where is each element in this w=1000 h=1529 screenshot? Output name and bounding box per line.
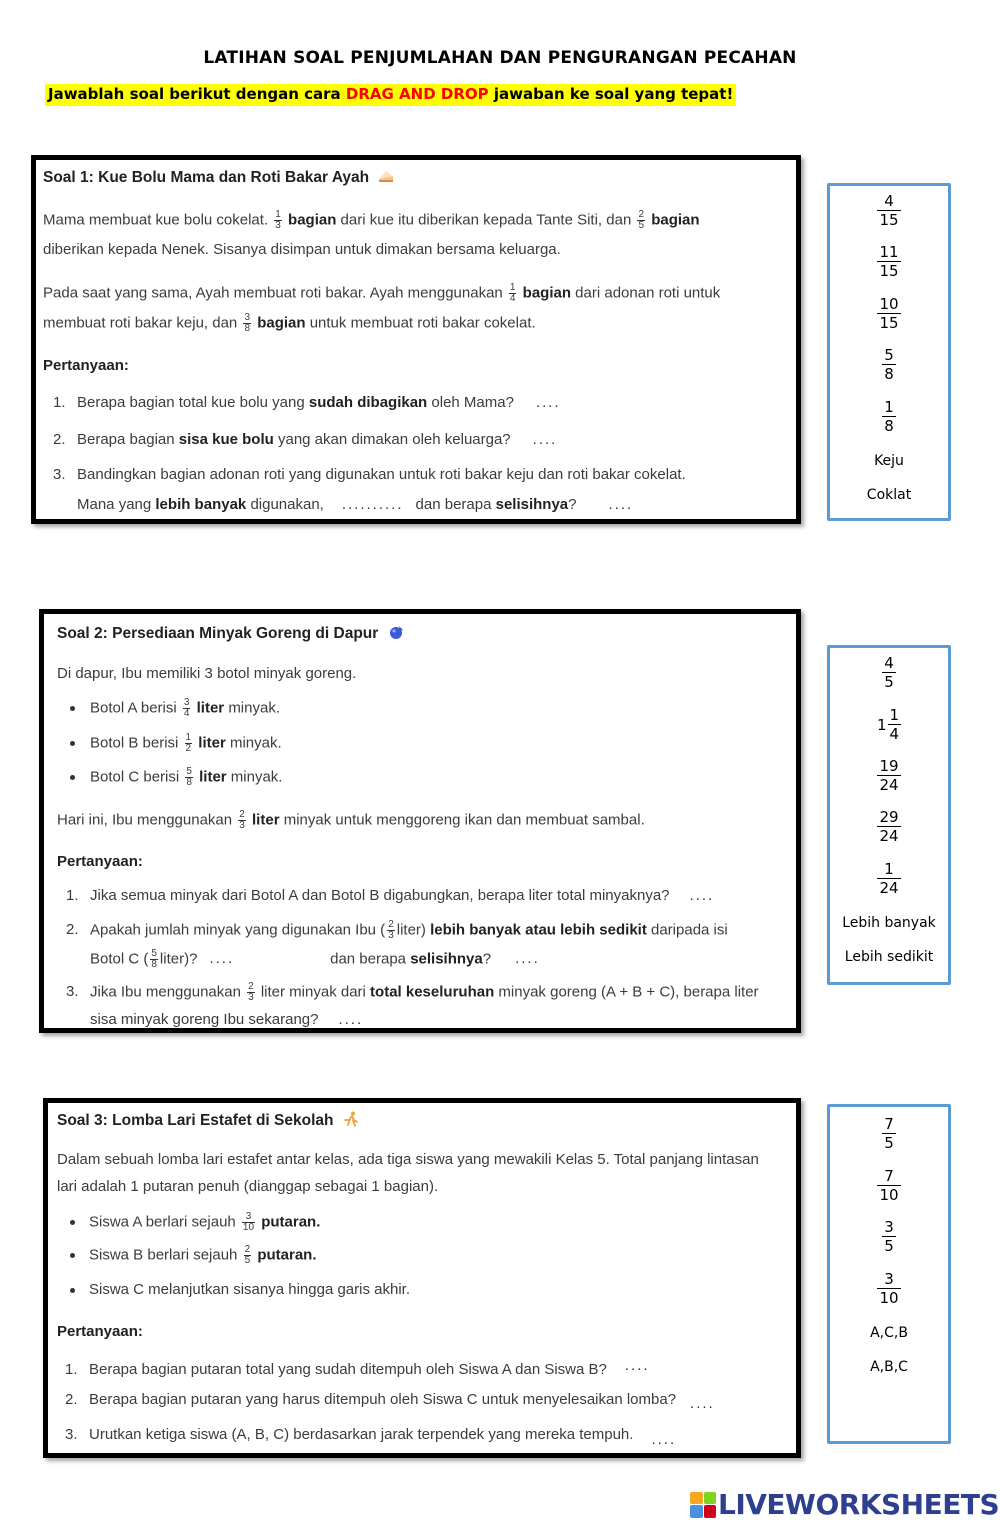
q-number: 2. [53,431,66,448]
denominator: 15 [879,262,899,280]
s2b1c: minyak. [228,699,280,717]
liveworksheets-logo [690,1488,999,1521]
answer-chip[interactable] [830,1218,948,1255]
answer-chip[interactable]: Lebih sedikit [844,949,934,965]
soal-3-title [57,1111,360,1130]
answer-drop-zone[interactable]: .... [338,1011,364,1028]
soal-2-question-3b [90,1010,363,1030]
numerator: 1 [889,706,900,724]
s2b2c: minyak. [229,734,282,752]
s2q2c: lebih banyak atau lebih sedikit [430,921,647,939]
soal-2-title [57,624,405,643]
denominator: 24 [879,776,899,794]
soal-1-question-3b [77,495,633,515]
soal-2-intro: Di dapur, Ibu memiliki 3 botol minyak goreng. [57,665,357,682]
numerator: 1 [884,398,894,416]
numerator: 3 [183,697,190,708]
s1q1b: sudah dibagikan [308,394,428,411]
denominator: 3 [239,820,245,831]
answer-chip[interactable] [830,1115,948,1152]
soal-2-question-1 [66,886,714,906]
soal-1-pertanyaan [43,356,129,376]
answer-chip[interactable] [830,346,948,383]
answer-chip[interactable] [830,1167,948,1204]
fraction [185,767,193,788]
numerator: 4 [884,654,894,672]
s2b3a: Botol C berisi [90,768,180,786]
fraction [877,192,900,229]
instruction-highlight: DRAG AND DROP [345,85,489,103]
bullet [70,1253,75,1258]
s2q3ba: sisa minyak goreng Ibu sekarang? [90,1011,319,1028]
denominator: 5 [884,1134,894,1152]
q-number: 2. [65,1391,78,1408]
bullet [70,1288,75,1293]
soal-3-bullet-c: Siswa C melanjutkan sisanya hingga garis akhir. [89,1281,410,1298]
denominator: 5 [638,220,645,231]
fraction [888,706,902,743]
s2q2a: Apakah jumlah minyak yang digunakan Ibu ( [90,921,386,939]
runner-icon [342,1111,360,1127]
answer-chip[interactable] [830,192,948,229]
s2b2a: Botol B berisi [90,734,179,752]
bullet [70,775,75,780]
soal-1-question-1 [53,393,561,413]
logo-text: LIVEWORKSHEETS [718,1488,1000,1521]
q-number: 2. [66,921,79,939]
denominator: 24 [879,879,899,897]
answer-chip[interactable]: A,B,C [870,1359,908,1375]
fraction [877,757,900,794]
s1q2a: Berapa bagian [77,431,175,448]
soal-3-intro-1: Dalam sebuah lomba lari estafet antar kelas, ada tiga siswa yang mewakili Kelas 5. Total panjang lintasan [57,1151,759,1168]
s1q1c: oleh Mama? [431,394,514,411]
s2b1b: liter [196,699,225,717]
soal-1-box [31,155,801,524]
answer-chip[interactable] [830,757,948,794]
answer-drop-zone[interactable]: .... [651,1431,677,1448]
pertanyaan-label: Pertanyaan: [57,853,143,870]
s1q3ba: Mana yang [77,496,152,513]
fraction [387,920,395,941]
answer-bank-2 [827,645,951,985]
logo-square [704,1492,717,1505]
q-number: 1. [65,1361,78,1378]
s2b3b: liter [199,768,227,786]
answer-drop-zone[interactable]: .......... [341,496,404,513]
fraction [637,210,645,231]
numerator: 11 [879,243,899,261]
numerator: 7 [884,1115,894,1133]
whole-number: 1 [876,715,887,734]
answer-chip[interactable] [830,654,948,691]
fraction [509,283,517,304]
fraction [247,982,255,1003]
numerator: 3 [877,1270,900,1289]
logo-square [690,1492,703,1505]
denominator: 2 [185,743,192,754]
denominator: 15 [879,211,899,229]
cake-icon [377,168,395,184]
denominator: 5 [244,1255,251,1266]
answer-drop-zone[interactable]: .... [515,950,540,968]
s3q2a: Berapa bagian putaran yang harus ditempuh oleh Siswa C untuk menyelesaikan lomba? [89,1391,677,1408]
denominator: 8 [884,365,894,383]
numerator: 3 [884,1218,894,1236]
numerator: 2 [388,919,394,930]
soal-2-bullet-c [90,767,282,788]
soal-2-bullet-a [90,698,280,719]
denominator: 4 [509,293,516,304]
numerator: 2 [244,1244,251,1255]
s2q3c: total keseluruhan [370,983,495,1001]
s2q2ba: Botol C ( [90,950,149,968]
s2q3b: liter minyak dari [260,983,366,1001]
q-number: 3. [66,983,79,1001]
numerator: 2 [239,809,245,820]
s1p2a: Pada saat yang sama, Ayah membuat roti bakar. Ayah menggunakan [43,284,503,302]
fraction [243,313,251,334]
s1p1a: Mama membuat kue bolu cokelat. [43,211,269,229]
numerator: 10 [879,295,899,313]
denominator: 4 [889,725,900,743]
numerator: 3 [244,312,251,323]
fraction [877,860,900,897]
s3b1a: Siswa A berlari sejauh [89,1213,236,1231]
answer-chip[interactable] [830,243,948,280]
denominator: 8 [884,417,894,435]
soal-2-box [39,609,801,1033]
s2pc: minyak untuk menggoreng ikan dan membuat sambal. [283,811,645,829]
instruction-post: jawaban ke soal yang tepat! [488,85,734,103]
denominator: 24 [879,827,899,845]
denominator: 10 [879,1289,899,1307]
fraction [882,1115,896,1152]
instruction-pre: Jawablah soal berikut dengan cara [48,85,346,103]
numerator: 1 [877,860,900,879]
soal-3-title-text: Soal 3: Lomba Lari Estafet di Sekolah [57,1112,334,1129]
s2pa: Hari ini, Ibu menggunakan [57,811,233,829]
s2pb: liter [252,811,280,829]
numerator: 7 [877,1167,900,1186]
soal-1-paragraph-1b: diberikan kepada Nenek. Sisanya disimpan untuk dimakan bersama keluarga. [43,241,561,258]
numerator: 1 [275,209,281,220]
soal-1-question-3 [53,465,686,485]
pertanyaan-label: Pertanyaan: [57,1323,143,1340]
soal-2-question-3 [66,982,759,1003]
fraction [150,949,158,970]
denominator: 3 [275,220,281,231]
numerator: 5 [186,766,192,777]
fraction [882,654,896,691]
q-number: 3. [53,466,66,483]
s3b2b: putaran. [257,1246,317,1264]
fraction [877,1270,900,1307]
s1p1d: bagian [651,211,700,229]
fraction [877,295,900,332]
s1q2c: yang akan dimakan oleh keluarga? [277,431,511,448]
pertanyaan-label: Pertanyaan: [43,357,129,374]
s1q3bb: lebih banyak [155,496,247,513]
answer-drop-zone[interactable]: .... [209,950,235,968]
s3b1b: putaran. [261,1213,321,1231]
worksheet-title: LATIHAN SOAL PENJUMLAHAN DAN PENGURANGAN PECAHAN [203,48,797,68]
s1p2b: bagian [522,284,571,302]
numerator: 3 [242,1212,255,1223]
denominator: 10 [242,1222,255,1233]
soal-2-question-2 [66,920,728,941]
answer-drop-zone[interactable]: .... [689,887,715,904]
instruction-banner [45,84,736,106]
soal-3-bullet-a [89,1212,320,1233]
numerator: 2 [248,981,254,992]
soal-2-paragraph [57,810,645,831]
numerator: 2 [638,209,645,220]
soal-2-question-2b [90,949,540,970]
answer-chip[interactable] [830,1270,948,1307]
numerator: 1 [509,282,516,293]
answer-drop-zone[interactable]: .... [624,1357,650,1374]
denominator: 4 [183,708,190,719]
s2q2d: daripada isi [651,921,728,939]
numerator: 29 [879,808,899,826]
denominator: 3 [248,992,254,1003]
s1p1b: bagian [288,211,337,229]
s2q2be: ? [482,950,492,968]
soal-2-title-text: Soal 2: Persediaan Minyak Goreng di Dapur [57,625,379,642]
q-number: 1. [66,887,79,904]
soal-2-bullet-b [90,733,282,754]
numerator: 5 [151,948,157,959]
soal-1-title-text: Soal 1: Kue Bolu Mama dan Roti Bakar Ayah [43,169,370,186]
fraction [877,808,900,845]
answer-drop-zone[interactable]: .... [608,496,634,513]
bullet [70,706,75,711]
s3q1a: Berapa bagian putaran total yang sudah ditempuh oleh Siswa A dan Siswa B? [89,1361,607,1378]
denominator: 5 [884,673,894,691]
s2b3c: minyak. [230,768,283,786]
fraction [244,1245,252,1266]
answer-chip[interactable] [830,295,948,332]
answer-drop-zone[interactable]: .... [535,394,561,411]
answer-chip[interactable]: Coklat [866,487,912,503]
s1p2bb: bagian [257,314,306,332]
fraction [238,810,246,831]
s1q3be: selisihnya [495,496,569,513]
s1q3bd: dan berapa [415,496,492,513]
soal-3-question-1 [65,1356,650,1380]
answer-drop-zone[interactable]: .... [690,1395,715,1412]
logo-icon [690,1492,716,1518]
fraction [185,733,193,754]
s1p2ba: membuat roti bakar keju, dan [43,314,238,332]
answer-chip[interactable]: Keju [874,453,904,469]
answer-chip[interactable] [830,398,948,435]
answer-drop-zone[interactable]: .... [532,431,558,448]
numerator: 5 [884,346,894,364]
s1q3bc: digunakan, [250,496,324,513]
denominator: 10 [879,1186,899,1204]
soal-3-question-3 [65,1425,676,1450]
fraction [183,698,191,719]
soal-1-paragraph-2b [43,313,536,334]
s2q3a: Jika Ibu menggunakan [90,983,241,1001]
numerator: 19 [879,757,899,775]
fraction [882,346,896,383]
fraction [877,243,900,280]
numerator: 4 [877,192,900,211]
bullet [70,741,75,746]
answer-chip[interactable] [830,860,948,897]
s3b2a: Siswa B berlari sejauh [89,1246,238,1264]
s1q3a: Bandingkan bagian adonan roti yang digunakan untuk roti bakar keju dan roti bakar cokelat. [77,466,686,483]
soal-3-box [43,1098,801,1458]
fraction [882,1218,896,1255]
soal-3-pertanyaan [57,1322,143,1342]
denominator: 8 [186,777,192,788]
s2b1a: Botol A berisi [90,699,177,717]
answer-chip[interactable] [830,706,948,743]
answer-chip[interactable]: A,C,B [870,1325,908,1341]
soal-1-paragraph-1 [43,210,700,231]
s2q2b: liter) [396,921,426,939]
s1q2b: sisa kue bolu [178,431,274,448]
denominator: 3 [388,930,394,941]
q-number: 3. [65,1426,78,1443]
soal-3-bullet-b [89,1245,317,1266]
soal-1-question-2 [53,430,557,450]
s1p2bc: untuk membuat roti bakar cokelat. [309,314,536,332]
numerator: 1 [185,732,192,743]
s1q1a: Berapa bagian total kue bolu yang [77,394,305,411]
oil-drop-icon [387,624,405,640]
s2b2b: liter [198,734,226,752]
bullet [70,1220,75,1225]
denominator: 15 [879,314,899,332]
answer-chip[interactable] [830,808,948,845]
answer-chip[interactable]: Lebih banyak [842,915,936,931]
soal-1-title [43,168,395,187]
fraction [882,398,896,435]
denominator: 8 [244,323,251,334]
s2q2bc: dan berapa [330,950,407,968]
s1q3bf: ? [568,496,577,513]
s2q1a: Jika semua minyak dari Botol A dan Botol B digabungkan, berapa liter total minyaknya? [90,887,670,904]
s3q3a: Urutkan ketiga siswa (A, B, C) berdasarkan jarak terpendek yang mereka tempuh. [89,1426,634,1443]
answer-bank-3 [827,1104,951,1444]
s2q3d: minyak goreng (A + B + C), berapa liter [498,983,759,1001]
fraction [877,1167,900,1204]
soal-1-paragraph-2 [43,283,720,304]
logo-square [690,1505,703,1518]
soal-3-question-2 [65,1390,715,1414]
s1p2c: dari adonan roti untuk [575,284,721,302]
answer-bank-1 [827,183,951,521]
s2q2bb: liter)? [159,950,198,968]
fraction [274,210,282,231]
soal-2-pertanyaan [57,852,143,872]
denominator: 5 [884,1237,894,1255]
s2q2bd: selisihnya [410,950,483,968]
s1p1c: dari kue itu diberikan kepada Tante Siti, dan [340,211,632,229]
fraction [242,1212,255,1233]
denominator: 8 [151,959,157,970]
q-number: 1. [53,394,66,411]
logo-square [704,1505,717,1518]
soal-3-intro-2: lari adalah 1 putaran penuh (dianggap sebagai 1 bagian). [57,1178,439,1195]
